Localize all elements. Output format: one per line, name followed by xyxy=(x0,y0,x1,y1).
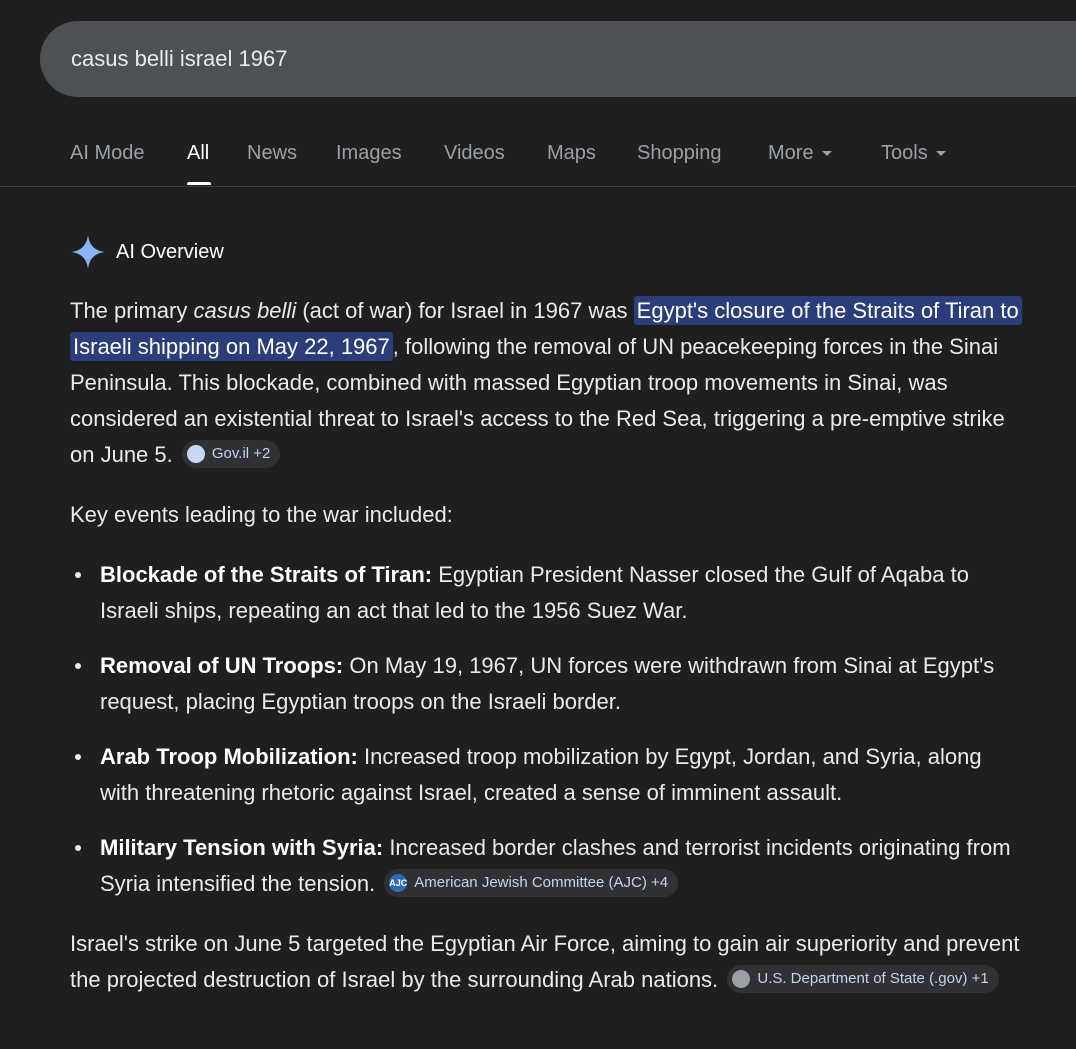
globe-icon xyxy=(732,970,750,988)
list-item xyxy=(70,830,1020,902)
tab-ai-mode[interactable]: AI Mode xyxy=(70,142,145,164)
tab-maps[interactable]: Maps xyxy=(547,142,596,164)
tab-more-label: More xyxy=(768,142,814,164)
intro-text-2: (act of war) for Israel in 1967 was xyxy=(296,298,634,323)
source-chip[interactable] xyxy=(182,440,281,468)
source-chip[interactable] xyxy=(727,965,998,993)
chevron-down-icon xyxy=(936,151,946,156)
search-input[interactable]: casus belli israel 1967 xyxy=(71,46,288,71)
source-chip[interactable] xyxy=(384,869,678,897)
source-chip-label: U.S. Department of State (.gov) +1 xyxy=(757,970,989,988)
events-heading: Key events leading to the war included: xyxy=(70,502,453,527)
tab-tools-label: Tools xyxy=(881,142,928,164)
tab-more[interactable] xyxy=(768,142,832,165)
event-text: Egyptian President Nasser closed the Gulf of Aqaba to Israeli ships, repeating an act that led to the 1956 Suez War. xyxy=(100,562,969,623)
event-title: Blockade of the Straits of Tiran: xyxy=(100,562,433,587)
search-tabs xyxy=(0,128,1076,187)
intro-text-1: The primary xyxy=(70,298,194,323)
closing-paragraph xyxy=(70,926,1020,998)
events-list xyxy=(70,557,1020,902)
tab-all[interactable]: All xyxy=(187,142,210,164)
sparkle-icon xyxy=(70,234,106,270)
event-text: On May 19, 1967, UN forces were withdrawn from Sinai at Egypt's request, placing Egyptian troops on the Israeli border. xyxy=(100,653,995,714)
intro-paragraph xyxy=(70,293,1020,473)
chevron-down-icon xyxy=(822,151,832,156)
highlighted-answer: Egypt's closure of the Straits of Tiran to Israeli shipping on May 22, 1967 xyxy=(70,296,1022,361)
event-text: Increased border clashes and terrorist incidents originating from Syria intensified the tension. xyxy=(100,835,1011,896)
tab-images[interactable]: Images xyxy=(336,142,402,164)
intro-text-3: , following the removal of UN peacekeeping forces in the Sinai Peninsula. This blockade, combined with massed Egyptian troop movements in Sinai, was considered an existential threat to Israel's access to the Red Sea, triggering a pre-emptive strike on June 5. xyxy=(70,334,1005,467)
list-item xyxy=(70,648,1020,720)
search-bar[interactable] xyxy=(40,21,1076,97)
list-item xyxy=(70,739,1020,811)
tab-shopping[interactable]: Shopping xyxy=(637,142,722,164)
ajc-logo-icon: AJC xyxy=(389,874,407,892)
event-text: Increased troop mobilization by Egypt, Jordan, and Syria, along with threatening rhetoric against Israel, created a sense of imminent assault. xyxy=(100,744,982,805)
list-item xyxy=(70,557,1020,629)
event-title: Removal of UN Troops: xyxy=(100,653,344,678)
tab-tools[interactable] xyxy=(881,142,946,165)
gov-il-logo-icon xyxy=(187,445,205,463)
source-chip-label: Gov.il +2 xyxy=(211,445,271,463)
tab-news[interactable]: News xyxy=(247,142,298,164)
source-chip-label: American Jewish Committee (AJC) +4 xyxy=(414,874,669,892)
ai-overview-body xyxy=(70,293,1020,998)
ai-overview-title: AI Overview xyxy=(116,240,224,263)
intro-italic: casus belli xyxy=(193,298,297,323)
event-title: Arab Troop Mobilization: xyxy=(100,744,358,769)
active-tab-indicator xyxy=(187,182,211,185)
ai-overview-header xyxy=(70,234,224,270)
event-title: Military Tension with Syria: xyxy=(100,835,384,860)
closing-text: Israel's strike on June 5 targeted the Egyptian Air Force, aiming to gain air superiority and prevent the projected destruction of Israel by the surrounding Arab nations. xyxy=(70,931,1020,992)
tab-videos[interactable]: Videos xyxy=(444,142,505,164)
